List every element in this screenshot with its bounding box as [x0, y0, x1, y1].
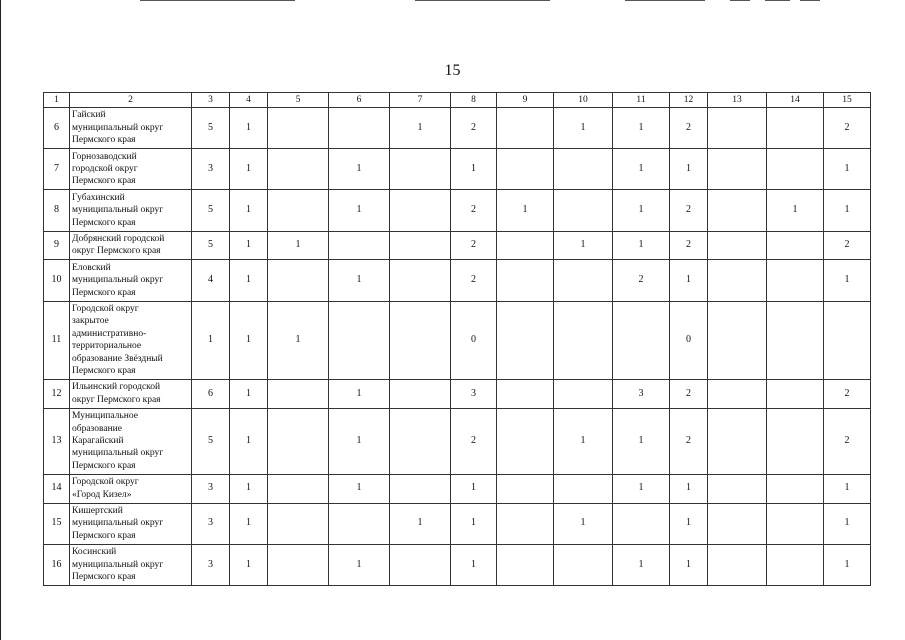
cell-col-12: 2 — [670, 190, 708, 231]
top-dash-rule — [415, 0, 550, 1]
cell-col-7 — [390, 149, 451, 190]
cell-col-7 — [390, 408, 451, 474]
cell-col-7 — [390, 474, 451, 503]
municipality-name-line: территориальное — [72, 341, 142, 352]
cell-col-3: 4 — [192, 260, 230, 301]
cell-col-6 — [329, 301, 390, 379]
table-row — [44, 231, 871, 260]
cell-col-10 — [554, 149, 613, 190]
cell-col-5 — [268, 190, 329, 231]
cell-col-10 — [554, 379, 613, 408]
cell-col-11: 1 — [613, 190, 670, 231]
cell-col-8: 1 — [451, 474, 497, 503]
cell-col-15: 2 — [824, 379, 871, 408]
cell-col-15: 1 — [824, 149, 871, 190]
cell-col-14 — [767, 108, 824, 149]
cell-col-11 — [613, 503, 670, 544]
cell-col-3: 5 — [192, 231, 230, 260]
column-header-14: 14 — [767, 93, 824, 108]
municipal-data-table — [43, 92, 871, 586]
cell-col-12: 1 — [670, 474, 708, 503]
cell-col-11: 1 — [613, 231, 670, 260]
cell-col-10 — [554, 544, 613, 585]
municipality-name-line: Карагайский — [72, 436, 124, 447]
cell-col-8: 3 — [451, 379, 497, 408]
cell-col-11 — [613, 301, 670, 379]
cell-col-11: 1 — [613, 544, 670, 585]
municipality-name-line: Городской округ — [72, 304, 139, 315]
cell-col-14 — [767, 544, 824, 585]
municipality-name-line: муниципальный округ — [72, 518, 164, 529]
cell-col-8: 1 — [451, 149, 497, 190]
cell-col-4: 1 — [230, 379, 268, 408]
cell-col-5 — [268, 379, 329, 408]
municipality-name-line: Пермского края — [72, 287, 136, 298]
municipality-name-line: округ Пермского края — [72, 246, 161, 257]
column-header-15: 15 — [824, 93, 871, 108]
cell-col-13 — [708, 544, 767, 585]
cell-col-4: 1 — [230, 408, 268, 474]
cell-col-14 — [767, 408, 824, 474]
cell-col-14 — [767, 149, 824, 190]
cell-col-5 — [268, 544, 329, 585]
municipality-name — [70, 190, 192, 231]
municipality-name — [70, 231, 192, 260]
cell-col-11: 1 — [613, 408, 670, 474]
municipality-name-line: Пермского края — [72, 572, 136, 583]
cell-col-9 — [497, 108, 554, 149]
cell-col-6: 1 — [329, 149, 390, 190]
municipality-name-line: Горнозаводский — [72, 151, 137, 162]
municipality-name-line: Гайский — [72, 110, 106, 121]
cell-col-12: 1 — [670, 503, 708, 544]
cell-col-15: 2 — [824, 231, 871, 260]
column-header-13: 13 — [708, 93, 767, 108]
municipality-name-line: Добрянский городской — [72, 234, 165, 245]
cell-col-15: 2 — [824, 408, 871, 474]
row-number: 13 — [44, 408, 70, 474]
row-number: 8 — [44, 190, 70, 231]
cell-col-7 — [390, 301, 451, 379]
municipality-name-line: образование Звёздный — [72, 353, 163, 364]
cell-col-12: 1 — [670, 544, 708, 585]
table-row — [44, 149, 871, 190]
cell-col-10: 1 — [554, 503, 613, 544]
cell-col-9: 1 — [497, 190, 554, 231]
cell-col-7: 1 — [390, 108, 451, 149]
table-row — [44, 260, 871, 301]
cell-col-12: 2 — [670, 379, 708, 408]
table-row — [44, 301, 871, 379]
cell-col-6: 1 — [329, 379, 390, 408]
cell-col-9 — [497, 503, 554, 544]
top-dash-rule — [765, 0, 790, 1]
column-header-6: 6 — [329, 93, 390, 108]
cell-col-6 — [329, 231, 390, 260]
cell-col-7 — [390, 544, 451, 585]
cell-col-13 — [708, 149, 767, 190]
cell-col-11: 1 — [613, 108, 670, 149]
page-number: 15 — [444, 62, 461, 79]
cell-col-9 — [497, 544, 554, 585]
municipality-name — [70, 301, 192, 379]
cell-col-15: 1 — [824, 544, 871, 585]
cell-col-9 — [497, 408, 554, 474]
cell-col-9 — [497, 149, 554, 190]
municipality-name — [70, 379, 192, 408]
municipality-name-line: Губахинский — [72, 192, 125, 203]
cell-col-15 — [824, 301, 871, 379]
cell-col-3: 5 — [192, 190, 230, 231]
municipality-name-line: Пермского края — [72, 176, 136, 187]
column-header-2: 2 — [70, 93, 192, 108]
cell-col-6: 1 — [329, 544, 390, 585]
cell-col-7 — [390, 190, 451, 231]
cell-col-8: 2 — [451, 260, 497, 301]
cell-col-15: 1 — [824, 503, 871, 544]
municipality-name — [70, 260, 192, 301]
municipality-name-line: Еловский — [72, 262, 111, 273]
cell-col-7 — [390, 260, 451, 301]
row-number: 11 — [44, 301, 70, 379]
cell-col-4: 1 — [230, 149, 268, 190]
cell-col-12: 2 — [670, 108, 708, 149]
cell-col-8: 1 — [451, 544, 497, 585]
cell-col-13 — [708, 503, 767, 544]
cell-col-5: 1 — [268, 231, 329, 260]
cell-col-5: 1 — [268, 301, 329, 379]
cell-col-6: 1 — [329, 474, 390, 503]
cell-col-5 — [268, 503, 329, 544]
municipality-name — [70, 108, 192, 149]
municipality-name-line: образование — [72, 423, 122, 434]
cell-col-10: 1 — [554, 408, 613, 474]
cell-col-15: 1 — [824, 474, 871, 503]
cell-col-4: 1 — [230, 301, 268, 379]
cell-col-4: 1 — [230, 108, 268, 149]
page-edge-rule — [0, 0, 1, 640]
cell-col-10 — [554, 190, 613, 231]
municipality-name-line: Пермского края — [72, 530, 136, 541]
cell-col-13 — [708, 260, 767, 301]
cell-col-8: 2 — [451, 408, 497, 474]
row-number: 16 — [44, 544, 70, 585]
cell-col-13 — [708, 474, 767, 503]
column-header-11: 11 — [613, 93, 670, 108]
municipality-name — [70, 474, 192, 503]
column-header-10: 10 — [554, 93, 613, 108]
cell-col-3: 3 — [192, 503, 230, 544]
municipality-name — [70, 544, 192, 585]
cell-col-14 — [767, 474, 824, 503]
cell-col-11: 2 — [613, 260, 670, 301]
cell-col-10 — [554, 260, 613, 301]
table-body — [44, 108, 871, 586]
municipality-name-line: Муниципальное — [72, 411, 138, 422]
table-row — [44, 503, 871, 544]
cell-col-13 — [708, 379, 767, 408]
row-number: 9 — [44, 231, 70, 260]
column-header-12: 12 — [670, 93, 708, 108]
cell-col-4: 1 — [230, 260, 268, 301]
municipality-name-line: Пермского края — [72, 460, 136, 471]
municipality-name-line: городской округ — [72, 164, 138, 175]
row-number: 12 — [44, 379, 70, 408]
municipality-name-line: Городской округ — [72, 477, 139, 488]
cell-col-12: 2 — [670, 231, 708, 260]
municipality-name-line: административно- — [72, 328, 147, 339]
cell-col-8: 2 — [451, 108, 497, 149]
cell-col-4: 1 — [230, 231, 268, 260]
municipality-name-line: «Город Кизел» — [72, 489, 132, 500]
row-number: 15 — [44, 503, 70, 544]
cell-col-12: 2 — [670, 408, 708, 474]
cell-col-14 — [767, 503, 824, 544]
top-dash-rule — [730, 0, 750, 1]
municipality-name-line: Кишертский — [72, 506, 123, 517]
cell-col-8: 1 — [451, 503, 497, 544]
cell-col-9 — [497, 231, 554, 260]
cell-col-4: 1 — [230, 190, 268, 231]
cell-col-8: 0 — [451, 301, 497, 379]
cell-col-13 — [708, 408, 767, 474]
cell-col-13 — [708, 231, 767, 260]
cell-col-14 — [767, 231, 824, 260]
row-number: 14 — [44, 474, 70, 503]
cell-col-15: 1 — [824, 260, 871, 301]
cell-col-13 — [708, 190, 767, 231]
column-header-8: 8 — [451, 93, 497, 108]
cell-col-10 — [554, 301, 613, 379]
row-number: 10 — [44, 260, 70, 301]
municipality-name-line: Пермского края — [72, 135, 136, 146]
cell-col-3: 1 — [192, 301, 230, 379]
top-dash-rule — [800, 0, 820, 1]
table-row — [44, 108, 871, 149]
table-row — [44, 474, 871, 503]
cell-col-6: 1 — [329, 190, 390, 231]
municipality-name-line: Косинский — [72, 547, 117, 558]
cell-col-8: 2 — [451, 231, 497, 260]
municipality-name — [70, 149, 192, 190]
municipality-name-line: Пермского края — [72, 366, 136, 377]
cell-col-3: 3 — [192, 544, 230, 585]
top-dash-rule — [625, 0, 705, 1]
cell-col-6 — [329, 108, 390, 149]
column-header-9: 9 — [497, 93, 554, 108]
cell-col-14 — [767, 260, 824, 301]
column-header-3: 3 — [192, 93, 230, 108]
cell-col-15: 2 — [824, 108, 871, 149]
municipality-name-line: Ильинский городской — [72, 382, 161, 393]
cell-col-3: 6 — [192, 379, 230, 408]
cell-col-3: 5 — [192, 108, 230, 149]
cell-col-7 — [390, 231, 451, 260]
top-dash-rule — [140, 0, 295, 1]
municipality-name-line: закрытое — [72, 316, 109, 327]
municipality-name-line: муниципальный округ — [72, 559, 164, 570]
cell-col-12: 0 — [670, 301, 708, 379]
municipality-name — [70, 503, 192, 544]
cell-col-6: 1 — [329, 260, 390, 301]
table-row — [44, 379, 871, 408]
column-header-5: 5 — [268, 93, 329, 108]
cell-col-8: 2 — [451, 190, 497, 231]
table-row — [44, 544, 871, 585]
cell-col-14 — [767, 301, 824, 379]
cell-col-11: 1 — [613, 149, 670, 190]
cell-col-5 — [268, 108, 329, 149]
cell-col-6: 1 — [329, 408, 390, 474]
cell-col-5 — [268, 474, 329, 503]
cell-col-9 — [497, 260, 554, 301]
cell-col-5 — [268, 408, 329, 474]
column-header-1: 1 — [44, 93, 70, 108]
municipality-name-line: муниципальный округ — [72, 448, 164, 459]
cell-col-7 — [390, 379, 451, 408]
cell-col-4: 1 — [230, 474, 268, 503]
cell-col-3: 5 — [192, 408, 230, 474]
cell-col-15: 1 — [824, 190, 871, 231]
cell-col-11: 3 — [613, 379, 670, 408]
cell-col-5 — [268, 260, 329, 301]
table-row — [44, 190, 871, 231]
cell-col-12: 1 — [670, 149, 708, 190]
column-header-4: 4 — [230, 93, 268, 108]
cell-col-10: 1 — [554, 108, 613, 149]
cell-col-10: 1 — [554, 231, 613, 260]
row-number: 7 — [44, 149, 70, 190]
cell-col-13 — [708, 301, 767, 379]
table-row — [44, 408, 871, 474]
cell-col-4: 1 — [230, 503, 268, 544]
cell-col-9 — [497, 474, 554, 503]
cell-col-3: 3 — [192, 149, 230, 190]
table-header-row — [44, 93, 871, 108]
cell-col-5 — [268, 149, 329, 190]
cell-col-9 — [497, 379, 554, 408]
municipality-name — [70, 408, 192, 474]
cell-col-14: 1 — [767, 190, 824, 231]
cell-col-12: 1 — [670, 260, 708, 301]
cell-col-13 — [708, 108, 767, 149]
row-number: 6 — [44, 108, 70, 149]
municipality-name-line: муниципальный округ — [72, 205, 164, 216]
cell-col-6 — [329, 503, 390, 544]
cell-col-14 — [767, 379, 824, 408]
cell-col-10 — [554, 474, 613, 503]
municipality-name-line: Пермского края — [72, 217, 136, 228]
municipality-name-line: муниципальный округ — [72, 122, 164, 133]
column-header-7: 7 — [390, 93, 451, 108]
cell-col-3: 3 — [192, 474, 230, 503]
cell-col-4: 1 — [230, 544, 268, 585]
cell-col-11: 1 — [613, 474, 670, 503]
municipality-name-line: округ Пермского края — [72, 394, 161, 405]
municipality-name-line: муниципальный округ — [72, 275, 164, 286]
cell-col-7: 1 — [390, 503, 451, 544]
cell-col-9 — [497, 301, 554, 379]
